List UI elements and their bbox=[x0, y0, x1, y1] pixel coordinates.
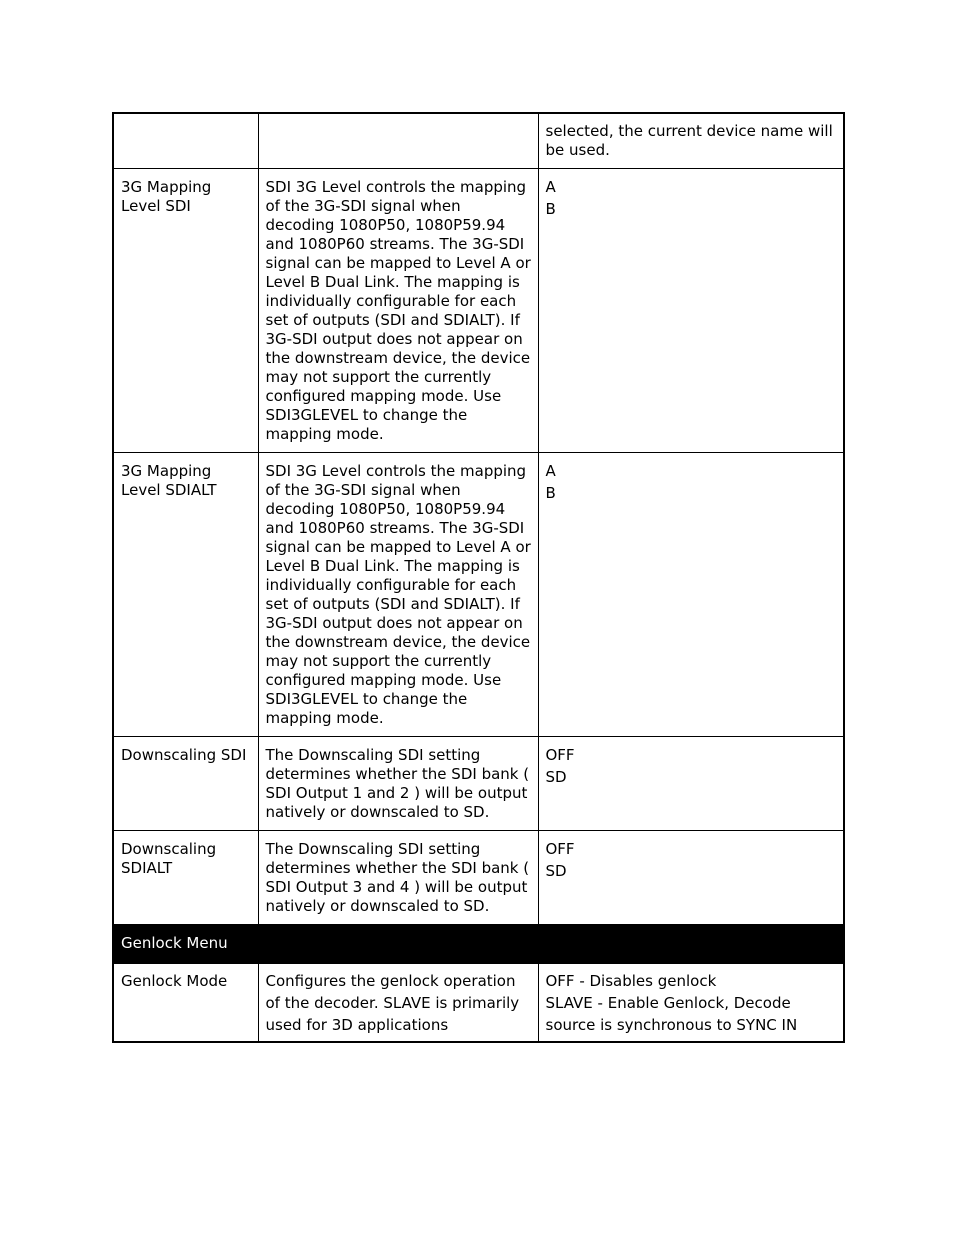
option-value: OFF bbox=[545, 746, 575, 764]
setting-options-cell bbox=[538, 831, 844, 925]
setting-options-cell bbox=[538, 964, 844, 1043]
table-row bbox=[113, 453, 844, 737]
option-value: A bbox=[545, 178, 556, 196]
setting-name-cell: Downscaling SDI bbox=[113, 737, 258, 831]
setting-name-cell: Genlock Mode bbox=[113, 964, 258, 1043]
setting-description-cell: SDI 3G Level controls the mapping of the 3G-SDI signal when decoding 1080P50, 1080P59.94 and 1080P60 streams. The 3G-SDI signal can be mapped to Level A or Level B Dual Link. The mapping is individually configurable for each set of outputs (SDI and SDIALT). If 3G-SDI output does not appear on the downstream device, the device may not support the currently configured mapping mode. Use SDI3GLEVEL to change the mapping mode. bbox=[258, 453, 538, 737]
setting-description-cell: The Downscaling SDI setting determines whether the SDI bank ( SDI Output 1 and 2 ) will be output natively or downscaled to SD. bbox=[258, 737, 538, 831]
option-value: B bbox=[545, 484, 556, 502]
option-value: OFF - Disables genlock bbox=[545, 972, 717, 990]
setting-description-cell: The Downscaling SDI setting determines whether the SDI bank ( SDI Output 3 and 4 ) will be output natively or downscaled to SD. bbox=[258, 831, 538, 925]
setting-name-cell bbox=[113, 113, 258, 169]
setting-description-cell: Configures the genlock operation of the decoder. SLAVE is primarily used for 3D applications bbox=[258, 964, 538, 1043]
setting-options-cell: selected, the current device name will be used. bbox=[538, 113, 844, 169]
table-row bbox=[113, 169, 844, 453]
option-value: A bbox=[545, 462, 556, 480]
section-header-row bbox=[113, 925, 844, 964]
setting-name-cell: 3G Mapping Level SDIALT bbox=[113, 453, 258, 737]
option-value: SD bbox=[545, 862, 567, 880]
table-row bbox=[113, 113, 844, 169]
settings-table bbox=[112, 112, 845, 1043]
setting-options-cell bbox=[538, 169, 844, 453]
option-value: SLAVE - Enable Genlock, Decode source is synchronous to SYNC IN bbox=[545, 994, 798, 1034]
table-row bbox=[113, 737, 844, 831]
setting-name-cell: 3G Mapping Level SDI bbox=[113, 169, 258, 453]
table-row bbox=[113, 964, 844, 1043]
setting-options-cell bbox=[538, 737, 844, 831]
option-value: SD bbox=[545, 768, 567, 786]
setting-description-cell: SDI 3G Level controls the mapping of the 3G-SDI signal when decoding 1080P50, 1080P59.94 and 1080P60 streams. The 3G-SDI signal can be mapped to Level A or Level B Dual Link. The mapping is individually configurable for each set of outputs (SDI and SDIALT). If 3G-SDI output does not appear on the downstream device, the device may not support the currently configured mapping mode. Use SDI3GLEVEL to change the mapping mode. bbox=[258, 169, 538, 453]
section-header: Genlock Menu bbox=[113, 925, 844, 964]
setting-name-cell: Downscaling SDIALT bbox=[113, 831, 258, 925]
table-row bbox=[113, 831, 844, 925]
option-value: OFF bbox=[545, 840, 575, 858]
setting-options-cell bbox=[538, 453, 844, 737]
option-value: B bbox=[545, 200, 556, 218]
setting-description-cell bbox=[258, 113, 538, 169]
